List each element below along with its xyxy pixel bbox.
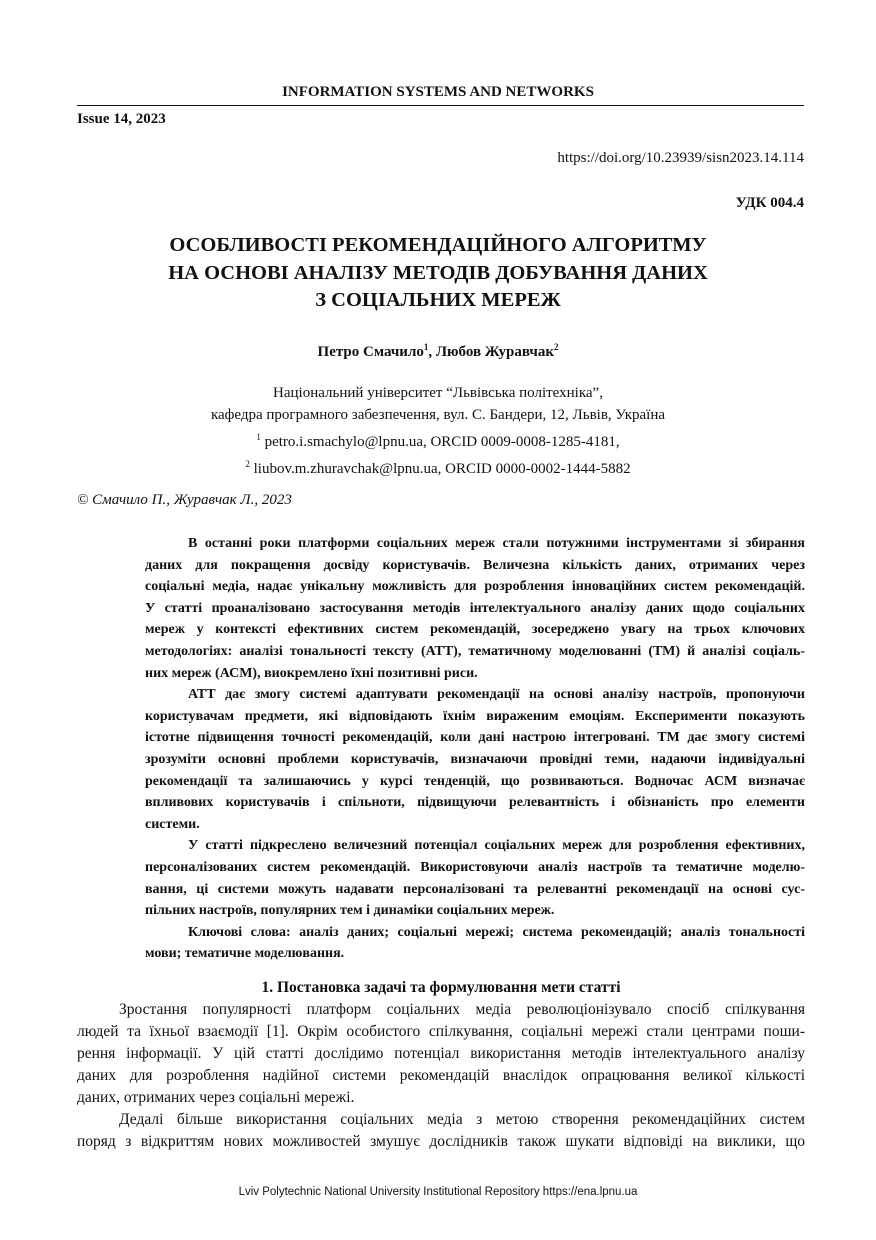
paragraph-line: зрозуміти основні проблеми користувачів, визначаючи провідні теми, надаючи індивідуальні: [145, 751, 805, 767]
paragraph-line: У статті проаналізовано застосування методів інтелектуального аналізу даних щодо соціальних: [145, 600, 805, 616]
paragraph-line: мереж у контексті ефективних систем рекомендацій, зосереджено увагу на трьох ключових: [145, 622, 805, 638]
author-name: Любов Журавчак: [435, 344, 554, 360]
paragraph-line: В останні роки платформи соціальних мереж стали потужними інструментами зі збирання: [188, 536, 805, 551]
title-line: НА ОСНОВІ АНАЛІЗУ МЕТОДІВ ДОБУВАННЯ ДАНИХ: [168, 261, 708, 284]
author-contact: $^1$ petro.i.smachylo@lpnu.ua, ORCID 0009-0008-1285-4181,: [256, 432, 620, 450]
paragraph-line: АТТ дає змогу системі адаптувати рекомендації на основі аналізу настроїв, пропонуючи: [188, 687, 805, 703]
paragraph-line: пільних настроїв, популярних тем і динаміки соціальних мереж.: [145, 903, 555, 919]
paragraph-line: даних для розроблення надійної системи рекомендацій внаслідок опрацювання великої кількості: [77, 1067, 805, 1084]
paragraph-line: користувачам предмети, які відповідають їхнім вираженим емоціям. Експерименти показують: [145, 708, 805, 724]
paragraph-line: рекомендації та залишаючись у курсі тенденцій, що розвиваються. Водночас АСМ визначає: [145, 773, 805, 789]
paragraph-line: рення інформації. У цій статті дослідимо потенціал використання методів інтелектуального аналізу: [77, 1045, 805, 1062]
paragraph-line: них мереж (АСМ), виокремлено їхні позитивні риси.: [145, 665, 478, 681]
section-heading: 1. Постановка задачі та формулювання мети статті: [261, 979, 621, 996]
paragraph-line: Ключові слова: аналіз даних; соціальні мережі; система рекомендацій; аналіз тональності: [188, 924, 805, 940]
author-email[interactable]: petro.i.smachylo@lpnu.ua, ORCID 0009-0008-1285-4181,: [260, 434, 620, 450]
journal-header: INFORMATION SYSTEMS AND NETWORKS: [282, 84, 594, 100]
paragraph-line: мови; тематичне моделювання.: [145, 946, 345, 962]
paragraph-line: поряд з відкриттям нових можливостей змушує дослідників також шукати відповіді на виклики, що: [77, 1133, 805, 1150]
affiliation-department: кафедра програмного забезпечення, вул. С. Бандери, 12, Львів, Україна: [210, 407, 666, 423]
paragraph-line: істотне підвищення точності рекомендацій, коли дані настрою інтегровані. ТМ дає змогу системі: [145, 730, 805, 746]
paragraph-line: даних, отриманих через соціальні мережі.: [77, 1089, 355, 1106]
author-affil-mark: 2: [553, 342, 559, 352]
paragraph-line: персоналізованих систем рекомендацій. Використовуючи аналіз настроїв та тематичне моделю-: [145, 859, 805, 875]
abstract: [145, 533, 805, 965]
title-line: ОСОБЛИВОСТІ РЕКОМЕНДАЦІЙНОГО АЛГОРИТМУ: [169, 234, 707, 256]
paragraph-line: методологіях: аналізі тональності тексту (АТТ), тематичному моделюванні (ТМ) й аналізі соціаль-: [145, 643, 805, 659]
issue-number: Issue 14, 2023: [77, 111, 166, 127]
paragraph-line: соціальні медіа, надає унікальну можливість для розроблення інноваційних систем рекомендацій.: [145, 579, 805, 595]
author-name: Петро Смачило: [317, 344, 424, 360]
paragraph-line: Зростання популярності платформ соціальних медіа революціонізувало спосіб спілкування: [119, 1001, 805, 1018]
author-affil-mark: 1: [423, 342, 429, 352]
paragraph-line: системи.: [145, 816, 200, 832]
udk-code: УДК 004.4: [735, 195, 804, 211]
paragraph-line: людей та їхньої взаємодії [1]. Окрім особистого спілкування, соціальні мережі стали центрами поши-: [77, 1023, 805, 1040]
affiliation-university: Національний університет “Львівська політехніка”,: [273, 385, 603, 401]
doi-link[interactable]: https://doi.org/10.23939/sisn2023.14.114: [557, 150, 804, 166]
authors: [0, 342, 876, 361]
author-separator: ,: [428, 344, 436, 360]
repository-footer: Lviv Polytechnic National University Institutional Repository https://ena.lpnu.ua: [238, 1186, 638, 1198]
article-title: [0, 232, 876, 315]
author-contact: $^2$ liubov.m.zhuravchak@lpnu.ua, ORCID 0000-0002-1444-5882: [245, 459, 631, 477]
copyright: © Смачило П., Журавчак Л., 2023: [77, 492, 292, 508]
paragraph-line: У статті підкреслено величезний потенціал соціальних мереж для розроблення ефективних,: [188, 838, 805, 854]
paragraph-line: вання, ці системи можуть надавати персоналізовані та релевантні рекомендації на основі сус-: [145, 881, 805, 897]
paragraph-line: даних для покращення досвіду користувачів. Величезна кількість даних, отриманих через: [145, 557, 805, 573]
paragraph-line: Дедалі більше використання соціальних медіа з метою створення рекомендаційних систем: [119, 1111, 805, 1128]
paragraph-line: впливових користувачів і спільноти, підвищуючи релевантність і обізнаність про елементи: [145, 795, 805, 811]
title-line: З СОЦІАЛЬНИХ МЕРЕЖ: [315, 289, 561, 311]
author-email[interactable]: liubov.m.zhuravchak@lpnu.ua, ORCID 0000-0002-1444-5882: [249, 461, 631, 477]
affiliation: [0, 382, 876, 480]
header-rule: [77, 105, 804, 106]
section-body: [77, 977, 805, 1153]
